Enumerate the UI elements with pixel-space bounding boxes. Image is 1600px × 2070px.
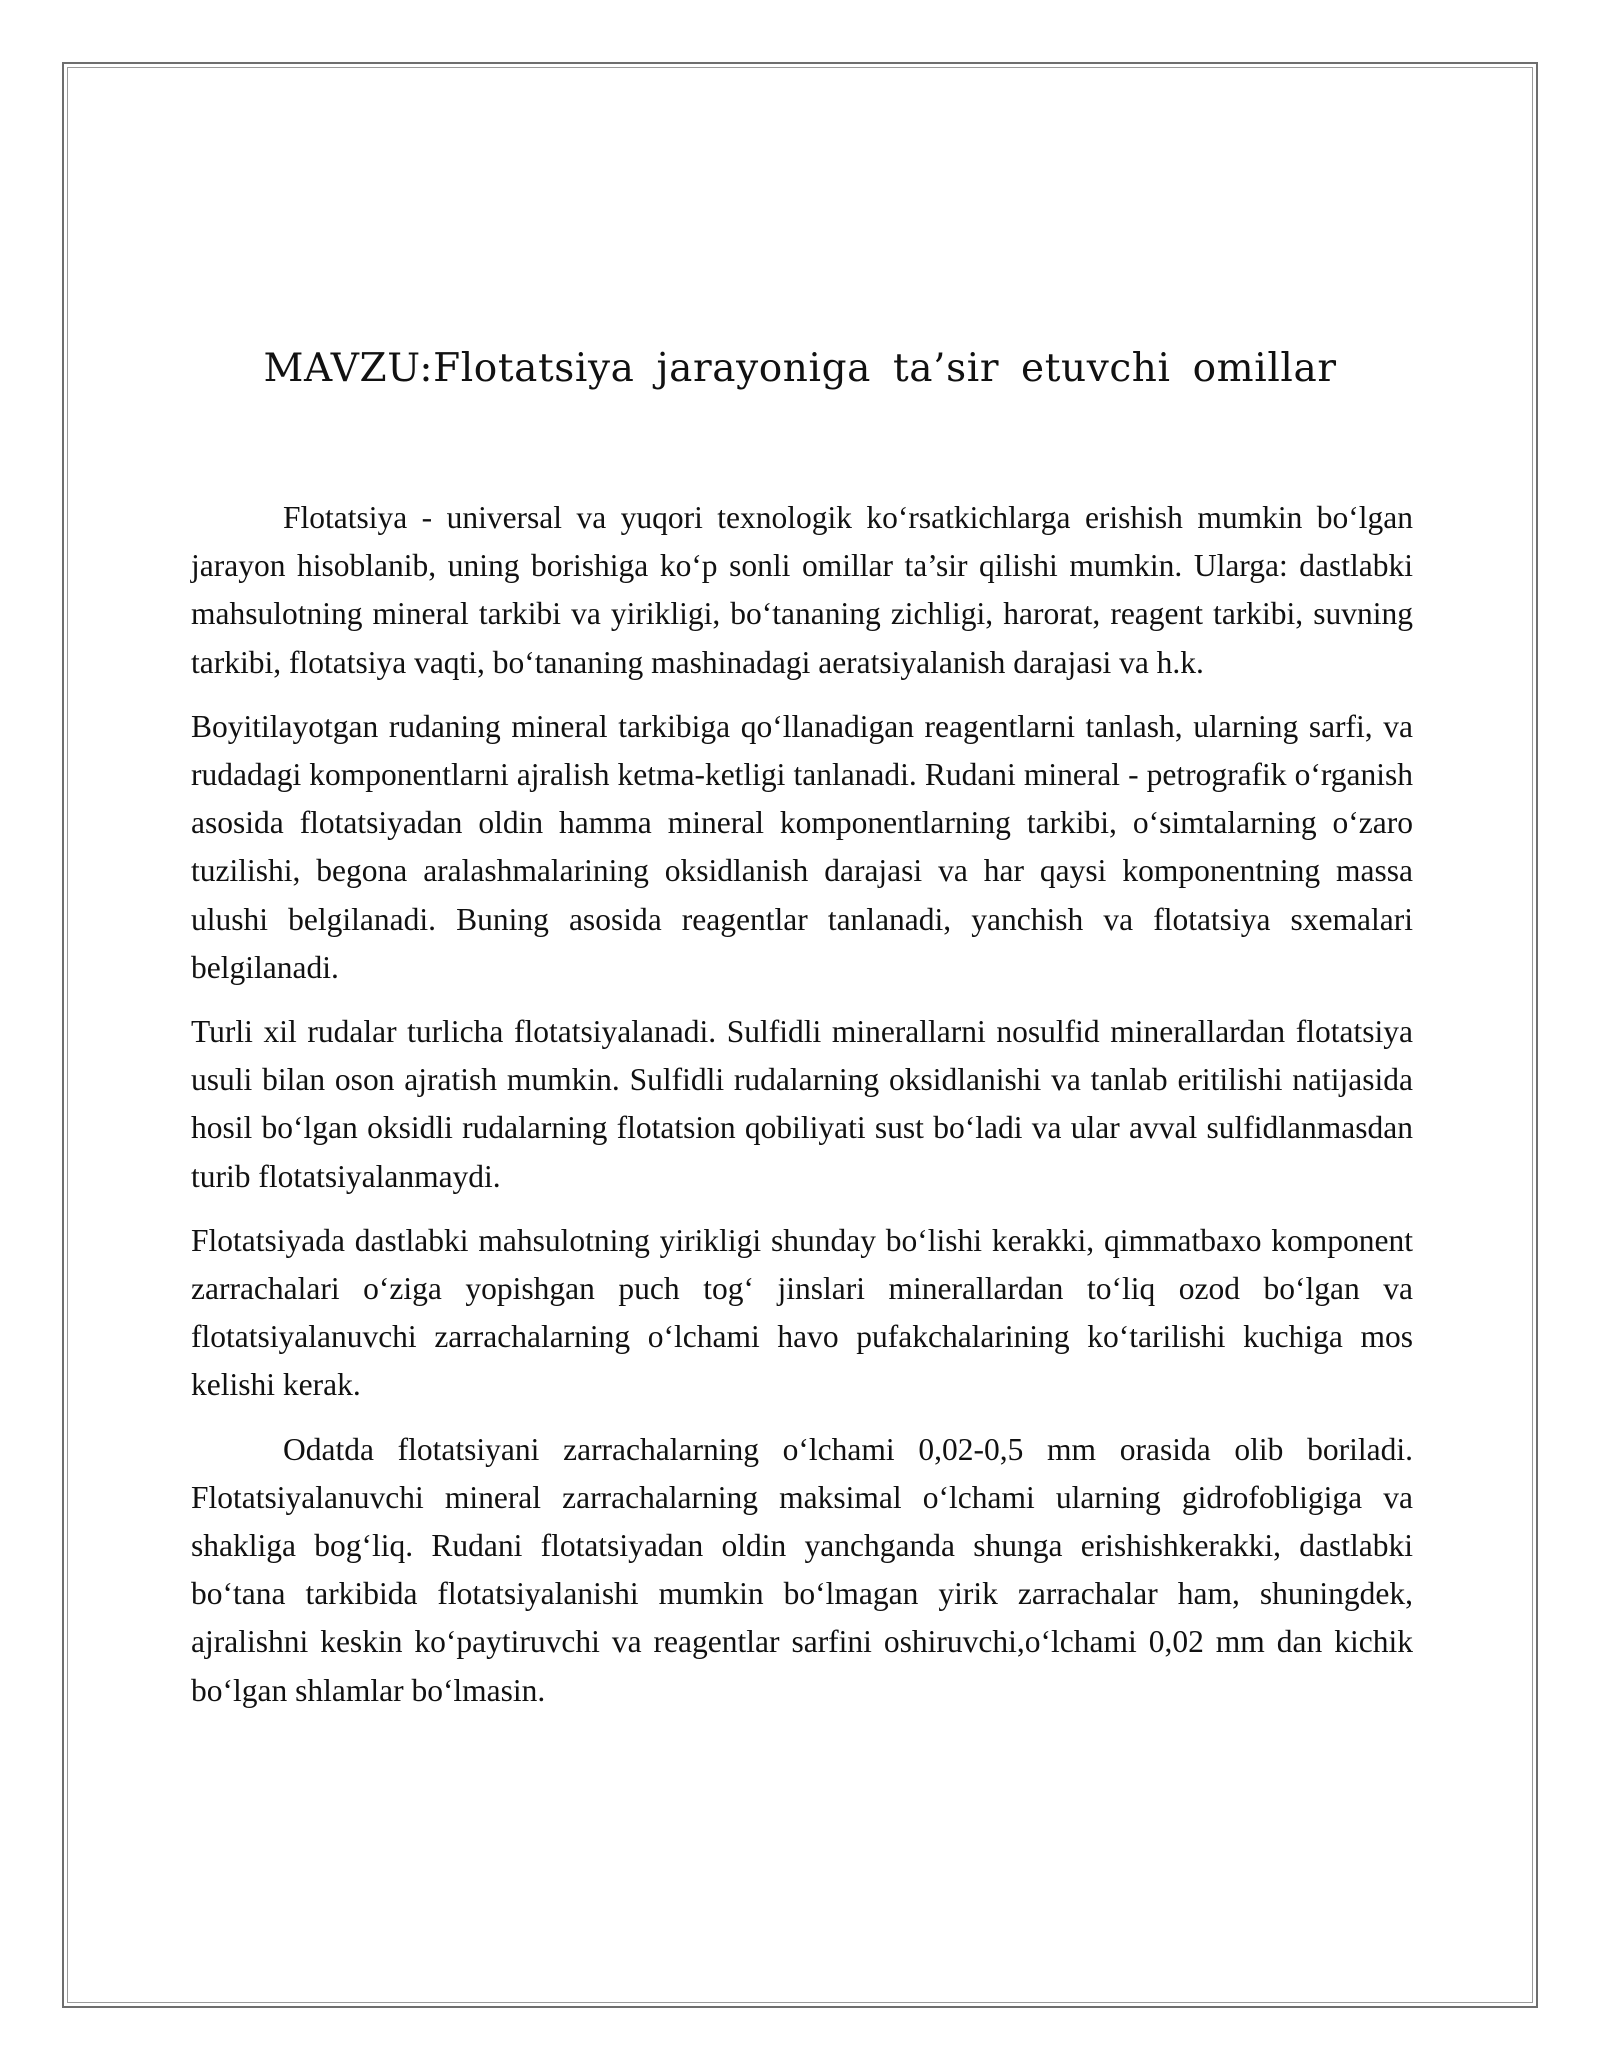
paragraph-1: Flotatsiya - universal va yuqori texnologik ko‘rsatkichlarga erishish mumkin bo‘lgan jarayon hisoblanib, uning borishiga ko‘p sonli omillar ta’sir qilishi mumkin. Ularga: dastlabki mahsulotning mineral tarkibi va yirikligi, bo‘tananing zichligi, harorat, reagent tarkibi, suvning tarkibi, flotatsiya vaqti, bo‘tananing mashinadagi aeratsiyalanish darajasi va h.k. xyxy=(191,500,1413,680)
document-body xyxy=(191,494,1413,1731)
paragraph-4: Flotatsiyada dastlabki mahsulotning yirikligi shunday bo‘lishi kerakki, qimmatbaxo komponent zarrachalari o‘ziga yopishgan puch tog‘ jinslari minerallardan to‘liq ozod bo‘lgan va flotatsiyalanuvchi zarrachalarning o‘lchami havo pufakchalarining ko‘tarilishi kuchiga mos kelishi kerak. xyxy=(191,1222,1413,1403)
document-title: MAVZU:Flotatsiya jarayoniga ta’sir etuvchi omillar xyxy=(263,346,1337,391)
paragraph-2: Boyitilayotgan rudaning mineral tarkibiga qo‘llanadigan reagentlarni tanlash, ularning sarfi, va rudadagi komponentlarni ajralish ketma-ketligi tanlanadi. Rudani mineral - petrografik o‘rganish asosida flotatsiyadan oldin hamma mineral komponentlarning tarkibi, o‘simtalarning o‘zaro tuzilishi, begona aralashmalarining oksidlanish darajasi va har qaysi komponentning massa ulushi belgilanadi. Buning asosida reagentlar tanlanadi, yanchish va flotatsiya sxemalari belgilanadi. xyxy=(191,708,1413,985)
paragraph-3: Turli xil rudalar turlicha flotatsiyalanadi. Sulfidli minerallarni nosulfid minerallardan flotatsiya usuli bilan oson ajratish mumkin. Sulfidli rudalarning oksidlanishi va tanlab eritilishi natijasida hosil bo‘lgan oksidli rudalarning flotatsion qobiliyati sust bo‘ladi va ular avval sulfidlanmasdan turib flotatsiyalanmaydi. xyxy=(191,1014,1413,1194)
paragraph-5: Odatda flotatsiyani zarrachalarning o‘lchami 0,02-0,5 mm orasida olib boriladi. Flotatsiyalanuvchi mineral zarrachalarning maksimal o‘lchami ularning gidrofobligiga va shakliga bog‘liq. Rudani flotatsiyadan oldin yanchganda shunga erishishkerakki, dastlabki bo‘tana tarkibida flotatsiyalanishi mumkin bo‘lmagan yirik zarrachalar ham, shuningdek, ajralishni keskin ko‘paytiruvchi va reagentlar sarfini oshiruvchi,o‘lchami 0,02 mm dan kichik bo‘lgan shlamlar bo‘lmasin. xyxy=(191,1431,1413,1708)
